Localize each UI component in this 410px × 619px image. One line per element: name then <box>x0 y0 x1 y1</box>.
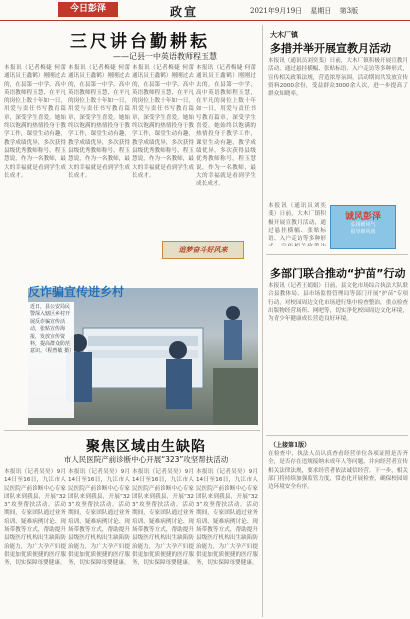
right-top-kicker: 大木厂镇 <box>270 30 298 39</box>
issue-page: 第3版 <box>339 7 359 15</box>
bottom-body-col-4: 本报讯（记者吴昊）9月14日至16日，九江市人民医院产前诊断中心专家团队来到我县，开展“323”攻坚帮扶活动。活动期间，专家团队通过业务培训、疑难病例讨论、现场带教等方式，帮助提升县级医疗机构出生缺陷防治能力，为广大孕产妇提供更加优质便捷的医疗服务，切实保障母婴健康。 <box>196 469 258 567</box>
photo-headline: 反诈骗宣传进乡村 <box>28 285 125 299</box>
right-top-body-col-2: 本报讯（通讯员刘奕斐）日前，大木厂镇积极开展宣教月活动，通过悬挂横幅、张贴标语、入户走访等多种形 <box>268 203 326 243</box>
section-title: 政宣 <box>170 5 199 19</box>
right-top-body-col-1: 本报讯（通讯员刘奕斐）日前，大木厂镇积极开展宣教月活动，通过悬挂横幅、张贴标语、入户走访等多种形式，宣传相关政策法规，营造浓厚氛围。活动期间共发放宣传资料2000余份，受益群众3000余人次，进一步提高了群众知晓率。 <box>268 58 408 98</box>
right-bottom-body: 在检查中，执法人员认真查看经营单位各项证照是否齐全，是否存在违规接纳未成年人等问题，并向经营者宣传相关法律法规，要求经营者依法诚信经营。下一步，相关部门将持续加强监管力度，常态化开展检查，确保校园周边环境安全有序。 <box>268 451 408 491</box>
bottom-article-rule <box>4 430 260 431</box>
ad-line-2: 倡导新风尚 <box>350 229 376 235</box>
newspaper-logo: 今日彭泽 <box>58 2 118 17</box>
lead-banner: 追梦奋斗好风来 <box>162 241 244 259</box>
lead-body-col-3: 本报讯（记者梅婕 何蕾 通讯员王鑫鹤）刚刚过去的，在县第一中学，高中英语教师程玉慧，在平凡的岗位上数十年如一日，用爱与责任书写教育篇章，深受学生喜爱。她始终以饱满的热情投身于教学工作，课堂生动有趣，教学成绩优异，多次获得县级优秀教师称号。程玉慧说，作为一名教师，最大的幸福就是看到学生成长成才。 <box>132 65 194 179</box>
photo-caption: 近日，县公安局民警深入辖区乡村开展反诈骗宣传活动，张贴宣传海报，发放宣传资料，提高群众防范意识。（程曾敏 摄） <box>28 302 74 418</box>
lead-subheadline: ——记县一中英语教师程玉慧 <box>113 52 217 61</box>
advertisement-box <box>330 205 396 249</box>
lead-headline: 三尺讲台勤耕耘 <box>70 32 210 52</box>
right-bottom-kicker: （上接第1版） <box>270 442 311 449</box>
bottom-body-col-2: 本报讯（记者吴昊）9月14日至16日，九江市人民医院产前诊断中心专家团队来到我县，开展“323”攻坚帮扶活动。活动期间，专家团队通过业务培训、疑难病例讨论、现场带教等方式，帮助提升县级医疗机构出生缺陷防治能力，为广大孕产妇提供更加优质便捷的医疗服务，切实保障母婴健康。 <box>68 469 130 567</box>
ad-title: 诚风彭泽 <box>344 212 381 222</box>
right-mid-rule <box>266 254 408 255</box>
lead-body-col-2: 本报讯（记者梅婕 何蕾 通讯员王鑫鹤）刚刚过去的，在县第一中学，高中英语教师程玉慧，在平凡的岗位上数十年如一日，用爱与责任书写教育篇章，深受学生喜爱。她始终以饱满的热情投身于教学工作，课堂生动有趣，教学成绩优异，多次获得县级优秀教师称号。程玉慧说，作为一名教师，最大的幸福就是看到学生成长成才。 <box>68 65 130 179</box>
lead-body-col-1: 本报讯（记者梅婕 何蕾 通讯员王鑫鹤）刚刚过去的，在县第一中学，高中英语教师程玉慧，在平凡的岗位上数十年如一日，用爱与责任书写教育篇章，深受学生喜爱。她始终以饱满的热情投身于教学工作，课堂生动有趣，教学成绩优异，多次获得县级优秀教师称号。程玉慧说，作为一名教师，最大的幸福就是看到学生成长成才。 <box>4 65 66 179</box>
right-mid-headline: 多部门联合推动“护苗”行动 <box>270 267 406 280</box>
ad-line-1: 弘扬新风气 <box>350 222 376 228</box>
column-divider <box>262 25 263 617</box>
lead-body-col-4: 本报讯（记者梅婕 何蕾 通讯员王鑫鹤）刚刚过去的，在县第一中学，高中英语教师程玉慧，在平凡的岗位上数十年如一日，用爱与责任书写教育篇章，深受学生喜爱。她始终以饱满的热情投身于教学工作，课堂生动有趣，教学成绩优异，多次获得县级优秀教师称号。程玉慧说，作为一名教师，最大的幸福就是看到学生成长成才。 <box>196 65 256 188</box>
issue-date: 2021年9月19日 <box>250 7 303 15</box>
right-mid-body: 本报讯（记者王娟娟）日前，县文化市场综合执法大队联合县教体局、县市场监督管理局等部门开展“护苗”专项行动，对校园周边文化市场进行集中检查整治，重点检查出版物经营场所、网吧等，切实净化校园周边文化环境，为青少年健康成长营造良好环境。 <box>268 283 408 323</box>
bottom-body-col-3: 本报讯（记者吴昊）9月14日至16日，九江市人民医院产前诊断中心专家团队来到我县，开展“323”攻坚帮扶活动。活动期间，专家团队通过业务培训、疑难病例讨论、现场带教等方式，帮助提升县级医疗机构出生缺陷防治能力，为广大孕产妇提供更加优质便捷的医疗服务，切实保障母婴健康。 <box>132 469 194 567</box>
bottom-subheadline: 市人民医院产前诊断中心开展“323”攻坚帮扶活动 <box>63 455 229 464</box>
right-bottom-rule <box>266 435 408 436</box>
issue-weekday: 星期日 <box>310 7 332 15</box>
right-top-headline: 多措并举开展宣教月活动 <box>270 42 391 55</box>
issue-date-line <box>250 6 358 16</box>
bottom-body-col-1: 本报讯（记者吴昊）9月14日至16日，九江市人民医院产前诊断中心专家团队来到我县，开展“323”攻坚帮扶活动。活动期间，专家团队通过业务培训、疑难病例讨论、现场带教等方式，帮助提升县级医疗机构出生缺陷防治能力，为广大孕产妇提供更加优质便捷的医疗服务，切实保障母婴健康。 <box>4 469 66 567</box>
bottom-headline: 聚焦区域由生缺陷 <box>86 439 206 455</box>
